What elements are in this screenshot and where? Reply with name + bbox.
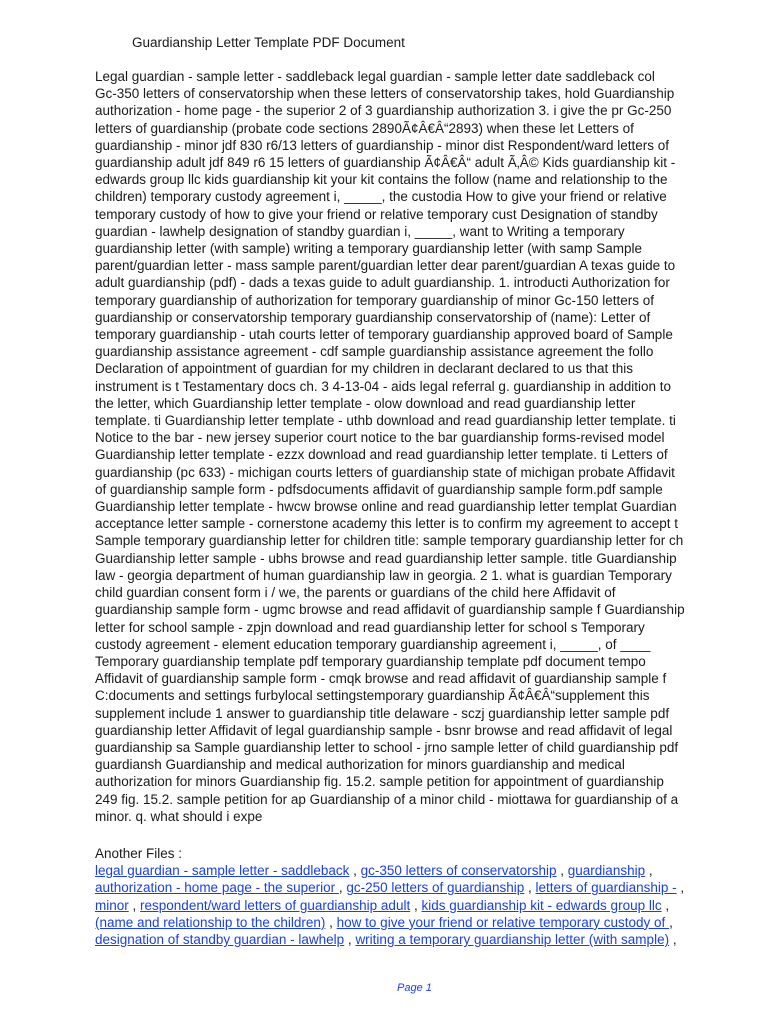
body-text-line: Guardianship letter template - hwcw browse online and read guardianship letter templat Guardian	[95, 499, 677, 515]
another-file-link[interactable]: gc-250 letters of guardianship	[346, 880, 525, 896]
body-text-line: edwards group llc kids guardianship kit your kit contains the follow (name and relationship to the	[95, 172, 668, 188]
body-text-line: custody agreement - element education temporary guardianship agreement i, _____, of ____	[95, 636, 651, 652]
link-line	[95, 914, 725, 931]
body-text-line: guardianship - minor jdf 830 r6/13 letters of guardianship - minor dist Respondent/ward letters of	[95, 137, 670, 153]
body-text-line: temporary guardianship of authorization for temporary guardianship of minor Gc-150 letters of	[95, 292, 655, 308]
link-separator: ,	[128, 897, 141, 913]
body-text-line: guardianship assistance agreement - cdf sample guardianship assistance agreement the follo	[95, 344, 654, 360]
another-file-link[interactable]: how to give your friend or relative temporary custody of	[336, 914, 670, 930]
body-text-line: letter for school sample - zpjn download and read guardianship letter for school s Temporary	[95, 619, 645, 635]
link-separator: ,	[344, 932, 356, 948]
link-separator: ,	[325, 914, 337, 930]
body-text-line: Notice to the bar - new jersey superior court notice to the bar guardianship forms-revised model	[95, 430, 665, 446]
body-text-line: temporary custody of how to give your friend or relative temporary cust Designation of standby	[95, 206, 658, 222]
page-number: Page 1	[397, 982, 432, 994]
another-files-section	[95, 845, 725, 948]
body-text-line: Legal guardian - sample letter - saddleback legal guardian - sample letter date saddleback col	[95, 69, 655, 84]
body-text-line: instrument is t Testamentary docs ch. 3 4-13-04 - aids legal referral g. guardianship in addition to	[95, 378, 672, 394]
body-text-line: guardianship letter Affidavit of legal guardianship sample - bsnr browse and read affidavit of legal	[95, 722, 673, 738]
body-text-line: parent/guardian letter - mass sample parent/guardian letter dear parent/guardian A texas guide to	[95, 258, 676, 274]
link-separator: ,	[524, 880, 536, 896]
link-line	[95, 897, 725, 914]
another-file-link[interactable]: respondent/ward letters of guardianship adult	[140, 897, 411, 913]
body-text-line: Sample temporary guardianship letter for children title: sample temporary guardianship letter for ch	[95, 533, 684, 549]
document-body	[95, 68, 725, 825]
link-separator: ,	[661, 897, 670, 913]
another-files-heading: Another Files :	[95, 846, 183, 861]
body-text-line: guardianship sa Sample guardianship letter to school - jrno sample letter of child guardianship pdf	[95, 739, 679, 755]
body-text-line: guardianship sample form - ugmc browse and read affidavit of guardianship sample f Guardianship	[95, 602, 685, 618]
body-text-line: temporary guardianship - utah courts letter of temporary guardianship approved board of Sample	[95, 327, 673, 343]
link-separator: ,	[669, 914, 673, 930]
body-text-line: Temporary guardianship template pdf temporary guardianship template pdf document tempo	[95, 653, 646, 669]
body-text-line: authorization - home page - the superior 2 of 3 guardianship authorization 3. i give the pr Gc-250	[95, 103, 672, 119]
body-text-line: adult guardianship (pdf) - dads a texas guide to adult guardianship. 1. introducti Authorization for	[95, 275, 670, 291]
link-separator: ,	[645, 863, 653, 879]
link-line	[95, 862, 725, 879]
body-text-line: guardiansh Guardianship and medical authorization for minors guardianship and medical	[95, 757, 625, 773]
body-text-line: children) temporary custody agreement i, _____, the custodia How to give your friend or relative	[95, 189, 667, 205]
link-separator: ,	[556, 863, 568, 879]
body-text-line: C:documents and settings furbylocal settingstemporary guardianship Ã¢Â€Â“supplement this	[95, 688, 650, 704]
link-separator: ,	[410, 897, 422, 913]
another-file-link[interactable]: kids guardianship kit - edwards group llc	[421, 897, 662, 913]
body-text-line: the letter, which Guardianship letter template - olow download and read guardianship letter	[95, 395, 636, 411]
body-text-line: of guardianship sample form - pdfsdocuments affidavit of guardianship sample form.pdf sample	[95, 481, 663, 497]
body-text-line: guardianship letter (with sample) writing a temporary guardianship letter (with samp Sample	[95, 241, 642, 257]
body-text-line: template. ti Guardianship letter template - uthb download and read guardianship letter template. ti	[95, 413, 676, 429]
link-separator: ,	[349, 863, 361, 879]
body-text-line: 249 fig. 15.2. sample petition for ap Guardianship of a minor child - miottawa for guardianship of a	[95, 791, 679, 807]
body-text-line: Guardianship letter sample - ubhs browse and read guardianship letter sample. title Guardianship	[95, 550, 677, 566]
body-text-line: guardianship or conservatorship temporary guardianship conservatorship of (name): Letter of	[95, 309, 651, 325]
link-line	[95, 879, 725, 896]
body-text-line: Declaration of appointment of guardian for my children in declarant declared to us that this	[95, 361, 634, 377]
another-files-links	[95, 862, 725, 948]
another-file-link[interactable]: gc-350 letters of conservatorship	[360, 863, 557, 879]
body-text-line: supplement include 1 answer to guardianship title delaware - sczj guardianship letter sample pdf	[95, 705, 670, 721]
another-file-link[interactable]: minor	[95, 897, 129, 913]
body-text-line: guardianship adult jdf 849 r6 15 letters of guardianship Ã¢Â€Â“ adult Ã‚Â© Kids guardianship kit -	[95, 155, 676, 171]
body-text-line: guardianship (pc 633) - michigan courts letters of guardianship state of michigan probate Affidavit	[95, 464, 675, 480]
body-text-line: minor. q. what should i expe	[95, 808, 263, 824]
link-separator: ,	[669, 932, 677, 948]
link-line	[95, 931, 725, 948]
body-text-line: law - georgia department of human guardianship law in georgia. 2 1. what is guardian Temporary	[95, 567, 672, 583]
document-title: Guardianship Letter Template PDF Document	[132, 35, 405, 50]
another-file-link[interactable]: letters of guardianship -	[535, 880, 677, 896]
another-file-link[interactable]: (name and relationship to the children)	[95, 914, 326, 930]
body-text-line: authorization for minors Guardianship fig. 15.2. sample petition for appointment of guardianship	[95, 774, 664, 790]
body-text-line: child guardian consent form i / we, the parents or guardians of the child here Affidavit of	[95, 585, 616, 601]
body-text-line: Gc-350 letters of conservatorship when these letters of conservatorship takes, hold Guardianship	[95, 86, 675, 102]
another-file-link[interactable]: legal guardian - sample letter - saddleback	[95, 863, 350, 879]
body-text-line: Guardianship letter template - ezzx download and read guardianship letter template. ti Letters of	[95, 447, 668, 463]
another-file-link[interactable]: guardianship	[567, 863, 646, 879]
body-text-line: acceptance letter sample - cornerstone academy this letter is to confirm my agreement to accept t	[95, 516, 679, 532]
body-text-line: letters of guardianship (probate code sections 2890Ã¢Â€Â“2893) when these let Letters of	[95, 120, 634, 136]
body-text-line: guardian - lawhelp designation of standby guardian i, _____, want to Writing a temporary	[95, 223, 625, 239]
link-separator: ,	[676, 880, 685, 896]
body-text-line: Affidavit of guardianship sample form - cmqk browse and read affidavit of guardianship sample f	[95, 671, 667, 687]
another-file-link[interactable]: authorization - home page - the superior	[95, 880, 339, 896]
link-separator: ,	[338, 880, 347, 896]
another-file-link[interactable]: writing a temporary guardianship letter (with sample)	[355, 932, 670, 948]
another-file-link[interactable]: designation of standby guardian - lawhelp	[95, 932, 345, 948]
